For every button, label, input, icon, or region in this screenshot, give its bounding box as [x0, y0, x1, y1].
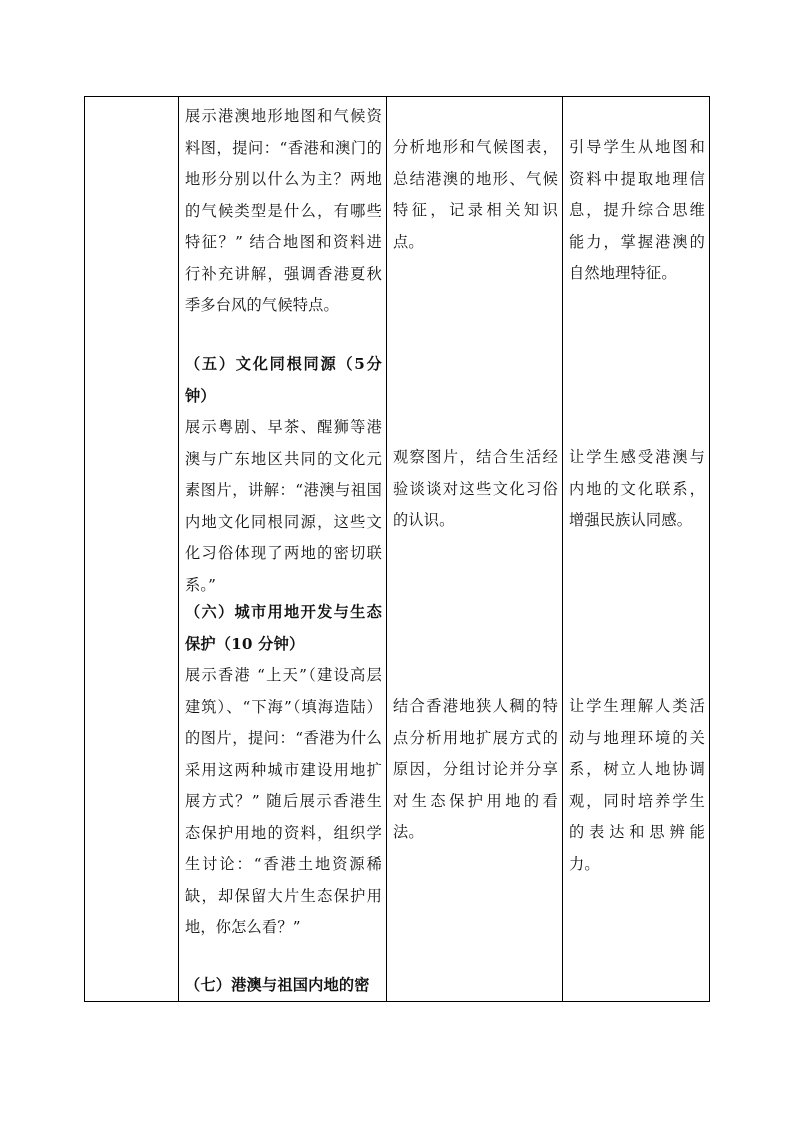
teacher-paragraph-3: 展示香港 “上天”（建设高层建筑）、“下海”（填海造陆）的图片，提问：“香港为什么采用这两种城市建设用地扩展方式？” 随后展示香港生态保护用地的资料，组织学生讨论：“香港土地资源稀缺，却保留大片生态保护用地，你怎么看？” [185, 666, 382, 936]
design-purpose-cell [563, 97, 710, 1002]
table-row [85, 97, 710, 1002]
purpose-paragraph-2: 让学生感受港澳与内地的文化联系，增强民族认同感。 [569, 448, 705, 529]
teacher-activity-cell [179, 97, 387, 1002]
stage-column-cell [85, 97, 179, 1002]
student-paragraph-1: 分析地形和气候图表，总结港澳的地形、气候特征，记录相关知识点。 [393, 138, 558, 251]
section-heading-6: （六）城市用地开发与生态保护（10 分钟） [185, 603, 382, 653]
purpose-paragraph-1: 引导学生从地图和资料中提取地理信息，提升综合思维能力，掌握港澳的自然地理特征。 [569, 138, 705, 282]
section-heading-7: （七）港澳与祖国内地的密 [185, 976, 370, 994]
teacher-paragraph-2: 展示粤剧、早茶、醒狮等港澳与广东地区共同的文化元素图片，讲解：“港澳与祖国内地文化同根同源，这些文化习俗体现了两地的密切联系。” [185, 418, 382, 594]
student-paragraph-2: 观察图片，结合生活经验谈谈对这些文化习俗的认识。 [393, 448, 558, 529]
teacher-paragraph-1: 展示港澳地形地图和气候资料图，提问：“香港和澳门的地形分别以什么为主？两地的气候类型是什么，有哪些特征？” 结合地图和资料进行补充讲解，强调香港夏秋季多台风的气候特点。 [185, 107, 382, 314]
student-activity-cell [387, 97, 563, 1002]
student-paragraph-3: 结合香港地狭人稠的特点分析用地扩展方式的原因，分组讨论并分享对生态保护用地的看法。 [393, 697, 558, 841]
section-heading-5: （五）文化同根同源（5分钟） [185, 355, 382, 405]
purpose-paragraph-3: 让学生理解人类活动与地理环境的关系，树立人地协调观，同时培养学生的表达和思辨能力。 [569, 697, 705, 873]
lesson-plan-table [84, 96, 710, 1002]
